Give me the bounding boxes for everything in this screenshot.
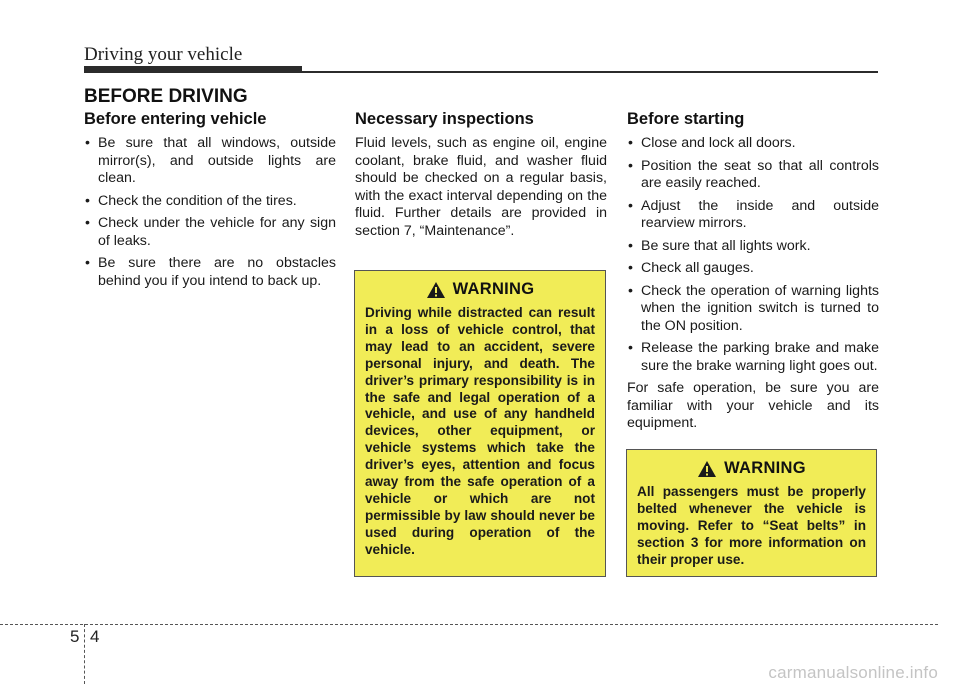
heading-necessary-inspections: Necessary inspections [355,110,534,128]
watermark: carmanualsonline.info [768,663,938,682]
list-item: • Position the seat so that all controls are easily reached. [627,158,879,193]
list-before-starting [627,135,879,375]
heading-before-starting: Before starting [627,110,745,128]
warning-text: Driving while distracted can result in a loss of vehicle control, that may lead to an accident, severe personal injury, and death. The driver’s primary responsibility is in the safe and legal operation of a vehicle, and use of any handheld devices, other equipment, or vehicle systems which take the driver’s eyes, attention and focus away from the safe operation of a vehicle or which are not permissible by law should never be used during operation of the vehicle. [365,305,595,557]
footer-dashed-divider [84,624,85,684]
list-item: • Check the condition of the tires. [84,193,336,211]
header-title: Driving your vehicle [84,44,243,65]
warning-box-distracted-driving [354,270,606,577]
page-number: 4 [90,627,100,646]
warning-label: WARNING [724,459,806,477]
warning-text: All passengers must be properly belted whenever the vehicle is moving. Refer to “Seat belts” in section 3 for more information on their proper use. [637,484,866,567]
column-before-starting [627,110,879,433]
list-item: • Be sure that all lights work. [627,238,879,256]
warning-box-seat-belts [626,449,877,577]
list-item: • Be sure there are no obstacles behind you if you intend to back up. [84,255,336,290]
column-before-entering [84,110,336,295]
list-item: • Check all gauges. [627,260,879,278]
list-item: • Close and lock all doors. [627,135,879,153]
column-necessary-inspections [355,110,607,240]
list-item: • Check the operation of warning lights when the ignition switch is turned to the ON position. [627,283,879,336]
list-item: • Release the parking brake and make sure the brake warning light goes out. [627,340,879,375]
list-item: • Be sure that all windows, outside mirror(s), and outside lights are clean. [84,135,336,188]
before-starting-closing-text: For safe operation, be sure you are familiar with your vehicle and its equipment. [627,380,879,431]
section-title: BEFORE DRIVING [84,86,248,107]
warning-header [637,459,866,478]
list-item: • Check under the vehicle for any sign of leaks. [84,215,336,250]
warning-header [365,280,595,299]
page-chapter-number: 5 [70,627,80,646]
warning-triangle-icon [697,460,717,478]
inspections-text: Fluid levels, such as engine oil, engine coolant, brake fluid, and washer fluid should be checked on a regular basis, with the exact interval depending on the fluid. Further details are provided in section 7, “Maintenance”. [355,135,607,239]
warning-label: WARNING [452,280,535,298]
warning-triangle-icon [426,281,446,299]
header-rule-thin [84,71,878,73]
heading-before-entering: Before entering vehicle [84,110,267,128]
list-before-entering [84,135,336,290]
list-item: • Adjust the inside and outside rearview mirrors. [627,198,879,233]
footer-dashed-rule [0,624,938,625]
